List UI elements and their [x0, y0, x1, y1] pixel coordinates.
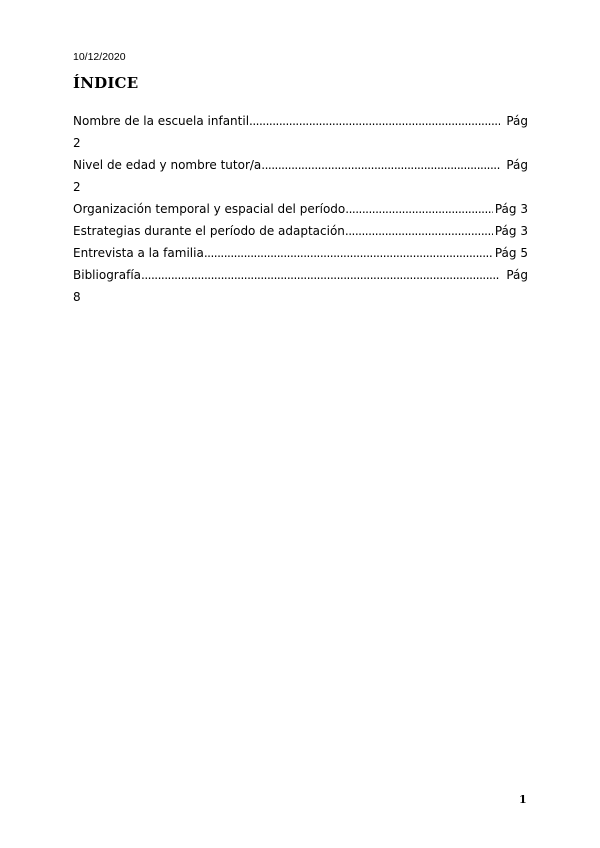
- toc-entry-title: Entrevista a la familia: [73, 246, 204, 260]
- toc-entry-title: Estrategias durante el período de adaptación: [73, 224, 345, 238]
- toc-page-label: Pág: [494, 246, 517, 260]
- toc-page-ref: [493, 198, 528, 220]
- toc-page-number: 5: [520, 246, 528, 260]
- toc-page-number: 2: [73, 180, 81, 194]
- toc-page-label: Pág: [506, 158, 528, 172]
- toc-entry[interactable]: [73, 242, 528, 264]
- toc-page-label: Pág: [506, 268, 528, 282]
- index-title: ÍNDICE: [73, 74, 139, 92]
- toc-page-ref: [493, 220, 528, 242]
- toc-leader-dots: [141, 264, 500, 286]
- document-date: 10/12/2020: [73, 51, 126, 63]
- toc-leader-dots: [345, 220, 493, 242]
- toc-page-label: Pág: [506, 114, 528, 128]
- toc-entry-title: Nombre de la escuela infantil: [73, 114, 250, 128]
- toc-entry-title: Nivel de edad y nombre tutor/a: [73, 158, 262, 172]
- toc-page-number: 3: [520, 202, 528, 216]
- toc-entry[interactable]: [73, 198, 528, 220]
- toc-leader-dots: [261, 154, 500, 176]
- toc-page-number: 3: [520, 224, 528, 238]
- toc-leader-dots: [249, 110, 500, 132]
- toc-entry[interactable]: [73, 264, 528, 286]
- toc-entry[interactable]: [73, 110, 528, 132]
- toc-leader-dots: [345, 198, 493, 220]
- toc-page-ref: [493, 242, 528, 264]
- table-of-contents: [73, 110, 528, 308]
- toc-entry[interactable]: [73, 154, 528, 176]
- toc-page-label: Pág: [494, 202, 517, 216]
- toc-entry[interactable]: [73, 220, 528, 242]
- toc-page-number: 8: [73, 290, 81, 304]
- toc-leader-dots: [204, 242, 493, 264]
- toc-page-number: 2: [73, 136, 81, 150]
- toc-entry-title: Organización temporal y espacial del período: [73, 202, 346, 216]
- toc-entry-title: Bibliografía: [73, 268, 142, 282]
- toc-page-label: Pág: [494, 224, 517, 238]
- footer-page-number: 1: [519, 793, 527, 806]
